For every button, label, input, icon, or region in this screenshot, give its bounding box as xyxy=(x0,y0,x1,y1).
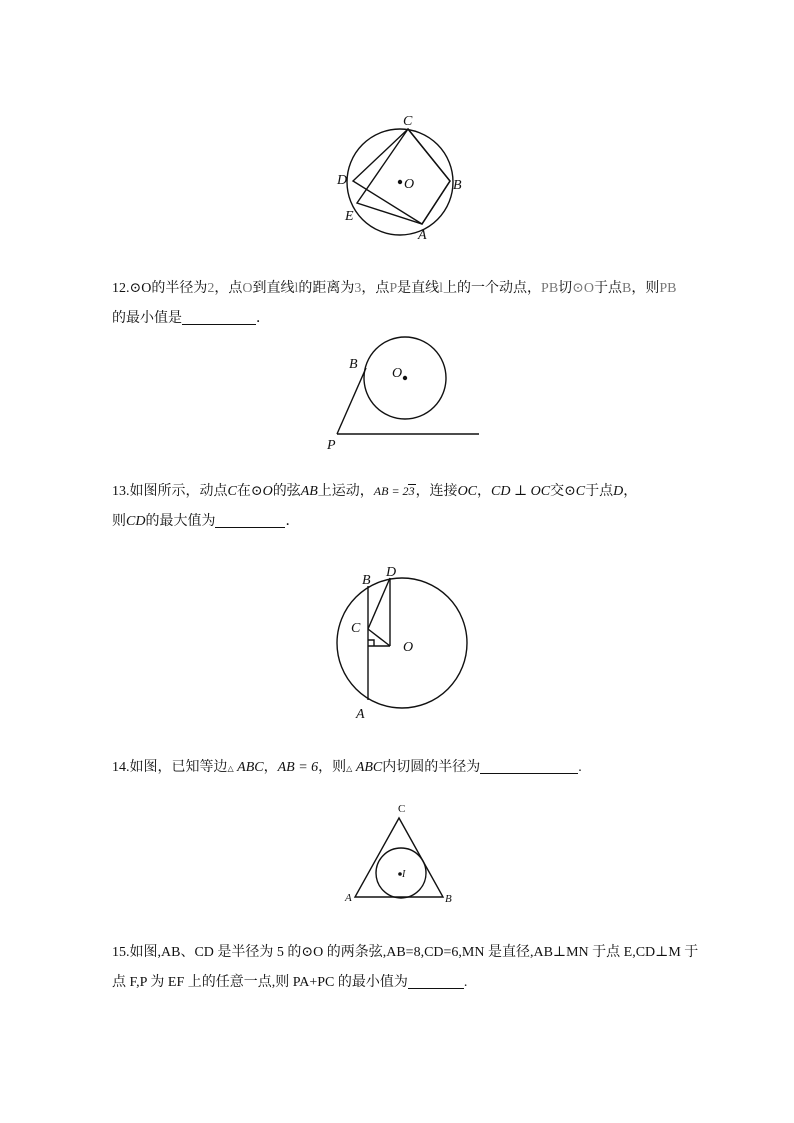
segment-co xyxy=(368,629,390,646)
answer-blank[interactable] xyxy=(182,308,256,325)
label-b: B xyxy=(445,893,452,905)
label-b: B xyxy=(453,178,462,193)
label-b: B xyxy=(349,357,358,372)
label-b: B xyxy=(362,573,371,588)
figure-chord xyxy=(338,560,478,725)
figure-tangent xyxy=(322,336,487,454)
answer-blank[interactable] xyxy=(480,757,578,774)
figure-incircle xyxy=(340,800,465,910)
answer-blank[interactable] xyxy=(215,511,285,528)
label-p: P xyxy=(327,438,336,453)
triangle-abc xyxy=(355,818,443,897)
q13-line2: 则CD的最大值为 ． xyxy=(112,507,702,537)
tangent-pb xyxy=(337,368,366,434)
q12-line2: 的最小值是 ． xyxy=(112,304,702,334)
center-dot xyxy=(403,376,407,380)
label-d: D xyxy=(337,173,348,188)
q15-line1: 15.如图,AB、CD 是半径为 5 的⊙O 的两条弦,AB=8,CD=6,MN 是直径,AB⊥MN 于点 E,CD⊥M 于 xyxy=(112,945,699,960)
label-c: C xyxy=(403,114,413,129)
label-o: O xyxy=(403,640,414,655)
q13-line1: 13.如图所示，动点C在⊙O的弦AB上运动，AB = 23，连接OC，CD ⊥ OC交⊙C于点D， xyxy=(112,484,638,499)
label-a: A xyxy=(418,228,427,243)
right-angle-mark xyxy=(368,640,374,646)
center-dot xyxy=(398,180,402,184)
label-a: A xyxy=(345,892,352,904)
label-e: E xyxy=(345,209,354,224)
label-c: C xyxy=(351,621,361,636)
q12-line1: 12.⊙O的半径为2，点O到直线l的距离为3，点P是直线l上的一个动点，PB切⊙O于点B，则PB xyxy=(112,281,677,296)
question-14: 14.如图，已知等边△ ABC，AB = 6，则△ ABC内切圆的半径为 . xyxy=(112,753,702,784)
answer-blank[interactable] xyxy=(408,972,464,989)
label-d: D xyxy=(386,565,397,580)
question-15 xyxy=(112,938,712,998)
label-o: O xyxy=(392,366,403,381)
label-a: A xyxy=(356,707,365,722)
label-i: I xyxy=(402,869,406,880)
q15-line2: 点 F,P 为 EF 上的任意一点,则 PA+PC 的最小值为 . xyxy=(112,968,712,998)
label-c: C xyxy=(398,803,406,815)
figure-circle-quadrilateral xyxy=(330,108,480,243)
label-o: O xyxy=(404,177,415,192)
question-13 xyxy=(112,476,702,537)
question-12 xyxy=(112,274,702,334)
